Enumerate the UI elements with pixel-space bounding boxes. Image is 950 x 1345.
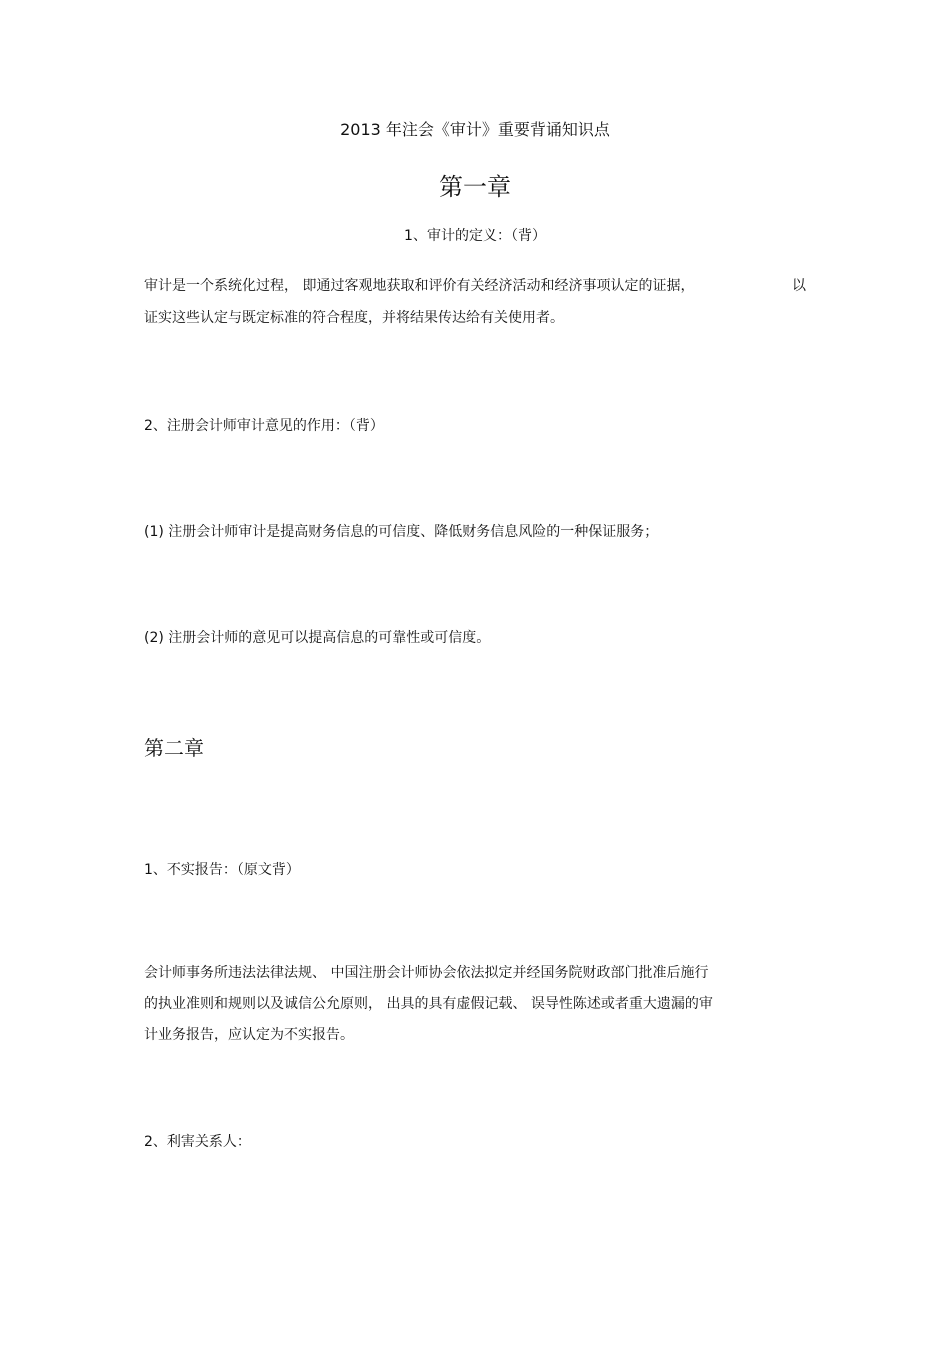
chapter-2-heading: 第二章: [144, 736, 204, 760]
section-stakeholder-heading: 2、利害关系人：: [144, 1134, 251, 1150]
audit-definition-line-1-tail: 以: [792, 278, 806, 294]
section-audit-opinion-heading: 2、注册会计师审计意见的作用：（背）: [144, 418, 384, 434]
section-audit-definition-heading: 1、审计的定义：（背）: [404, 228, 546, 244]
document-title: 2013 年注会《审计》重要背诵知识点: [340, 120, 610, 139]
false-report-line-2: 的执业准则和规则以及诚信公允原则， 出具的具有虚假记载、 误导性陈述或者重大遗漏的审: [144, 996, 713, 1012]
false-report-line-1: 会计师事务所违法法律法规、 中国注册会计师协会依法拟定并经国务院财政部门批准后施行: [144, 965, 709, 981]
section-false-report-heading: 1、不实报告：（原文背）: [144, 862, 300, 878]
audit-opinion-item-1: (1) 注册会计师审计是提高财务信息的可信度、降低财务信息风险的一种保证服务；: [144, 524, 659, 540]
audit-definition-line-1: 审计是一个系统化过程， 即通过客观地获取和评价有关经济活动和经济事项认定的证据，: [144, 278, 695, 294]
false-report-line-3: 计业务报告，应认定为不实报告。: [144, 1027, 354, 1043]
chapter-1-heading: 第一章: [439, 173, 511, 201]
audit-opinion-item-2: (2) 注册会计师的意见可以提高信息的可靠性或可信度。: [144, 630, 491, 646]
audit-definition-line-2: 证实这些认定与既定标准的符合程度，并将结果传达给有关使用者。: [144, 310, 564, 326]
